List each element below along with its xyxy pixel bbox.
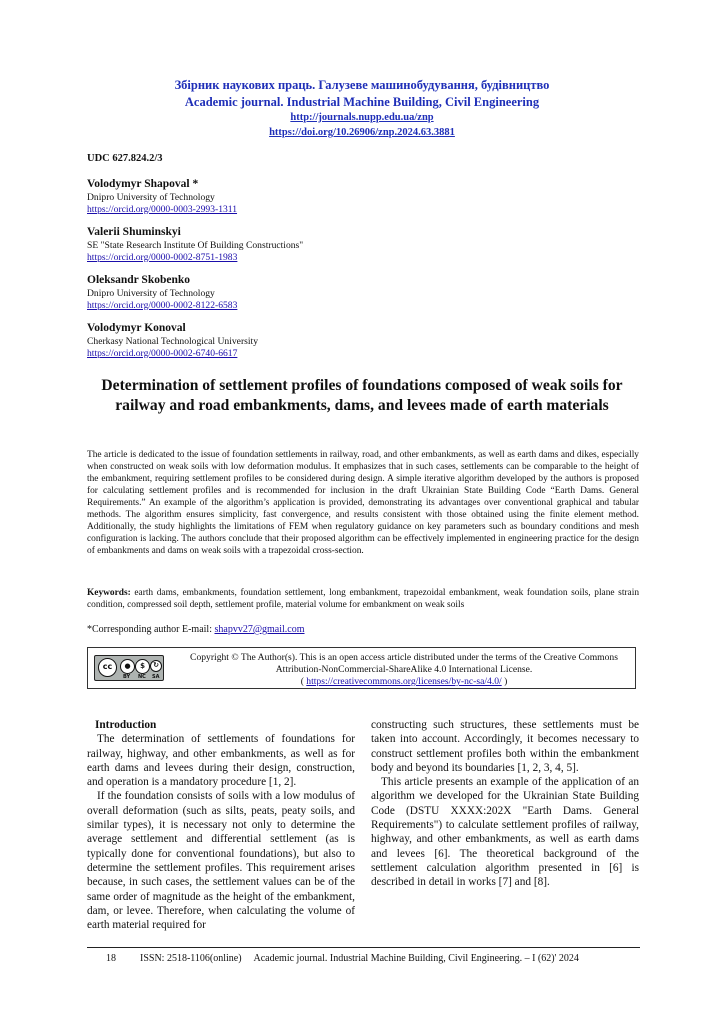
author-affiliation: Cherkasy National Technological University [87,336,258,347]
udc-code: UDC 627.824.2/3 [87,153,163,164]
author-orcid-link[interactable]: https://orcid.org/0000-0002-6740-6617 [87,348,238,359]
author-block [87,225,647,264]
doi-link[interactable]: https://doi.org/10.26906/znp.2024.63.3881 [269,127,455,138]
cc-icon: cc [98,658,117,677]
nc-label: NC [138,674,146,680]
article-title: Determination of settlement profiles of foundations composed of weak soils for railway and road embankments, dams, and levees made of earth materials [101,377,623,414]
license-link[interactable]: https://creativecommons.org/licenses/by-nc-sa/4.0/ [306,676,502,687]
author-name: Volodymyr Konoval [87,322,186,334]
author-name: Oleksandr Skobenko [87,274,191,286]
by-label: BY [123,674,131,680]
journal-url-link[interactable]: http://journals.nupp.edu.ua/znp [290,112,434,123]
author-affiliation: Dnipro University of Technology [87,192,215,203]
author-affiliation: SE "State Research Institute Of Building Constructions" [87,240,304,251]
author-orcid-link[interactable]: https://orcid.org/0000-0002-8751-1983 [87,252,238,263]
corresponding-author [87,624,305,635]
section-heading-introduction: Introduction [95,719,157,731]
author-block [87,321,647,360]
author-orcid-link[interactable]: https://orcid.org/0000-0002-8122-6583 [87,300,238,311]
corresponding-email-link[interactable]: shapvv27@gmail.com [214,624,305,635]
body-paragraph: The determination of settlements of foundations for railway, highway, and other embankments, as well as for earth dams and levees during their design, construction, and operation is a mandatory procedure [1, 2]. [87,733,355,789]
keywords [87,587,639,611]
body-paragraph-continued: constructing such structures, these settlements must be taken into account. Accordingly, it becomes necessary to construct settlement profiles both within the embankment body and beyond its boundaries [1, 2, 3, 4, 5]. [371,719,639,774]
license-link-open: ( [300,676,304,687]
body-column-right [371,718,639,890]
author-affiliation: Dnipro University of Technology [87,288,215,299]
body-paragraph: If the foundation consists of soils with a low modulus of overall deformation (such as silts, peats, peaty soils, and similar types), it is necessary not only to determine the average settlement and differential settlement (as is typically done for conventional foundations), but also to determine the settlement profiles. This requirement arises because, in such cases, the settlement values can be of the same order of magnitude as the height of the embankment, dam, or levee. Therefore, when calculating the volume of earth material required for [87,790,355,932]
body-paragraph: This article presents an example of the application of an algorithm we developed for the Ukrainian State Building Code (DSTU XXXX:202X "Earth Dams. General Requirements") to calculate settlement profiles of railway, highway, and other embankments, as well as earth dams and levees [6]. The theoretical background of the settlement calculation algorithm presented in [6] is described in detail in works [7] and [8]. [371,776,639,889]
author-orcid-link[interactable]: https://orcid.org/0000-0003-2993-1311 [87,204,238,215]
license-box [87,647,636,689]
license-link-close: ) [504,676,508,687]
doi-line [0,127,724,138]
author-block [87,273,647,312]
body-column-left [87,718,355,932]
sa-label: SA [152,674,160,680]
journal-title-ukrainian: Збірник наукових праць. Галузеве машинобудування, будівництво [174,78,550,92]
journal-title-english: Academic journal. Industrial Machine Building, Civil Engineering [184,95,540,109]
sa-icon: ↻ [150,660,162,672]
journal-url-line [0,112,724,123]
cc-license-badge[interactable] [94,655,164,681]
corresponding-label: *Corresponding author E-mail: [87,624,212,635]
license-text: Copyright © The Author(s). This is an open access article distributed under the terms of the Creative Commons Attribution-NonCommercial-ShareAlike 4.0 International License. [190,652,618,675]
footer-divider [87,947,640,948]
by-icon: ● [120,659,135,674]
page-number: 18 [106,953,116,964]
license-text-block [178,652,630,688]
keywords-label: Keywords: [87,588,131,598]
keywords-text: earth dams, embankments, foundation settlement, long embankment, trapezoidal embankment, weak foundation soils, plane strain condition, compressed soil depth, settlement profile, material volume for embankment on weak soils [87,588,640,610]
footer-text: ISSN: 2518-1106(online) Academic journal. Industrial Machine Building, Civil Engineering. – I (62)' 2024 [140,953,579,964]
author-block [87,177,647,216]
author-name: Volodymyr Shapoval * [87,178,199,190]
author-name: Valerii Shuminskyi [87,226,181,238]
abstract: The article is dedicated to the issue of foundation settlements in railway, road, and other embankments, as well as earth dams and dikes, especially when constructed on weak soils with low deformation modulus. It emphasizes that in such cases, settlements can be comparable to the height of the embankment, requiring settlement profiles to be considered during design. A simple iterative algorithm developed by the authors is proposed for calculating settlement profiles and is recommended for inclusion in the draft Ukrainian State Building Code “Earth Dams. General Requirements.” An example of the algorithm’s application is provided, demonstrating its advantages over conventional graphical and tabular methods. The algorithm ensures simplicity, fast convergence, and results consistent with those obtained using the finite element method. Additionally, the study highlights the limitations of FEM when regulatory guidance on key parameters such as boundary conditions and mesh configuration is lacking. The authors conclude that their proposed algorithm can be effectively implemented in engineering practice for the design of embankments and dams on weak soils with a trapezoidal cross-section. [87,450,639,556]
nc-icon: $ [135,659,150,674]
